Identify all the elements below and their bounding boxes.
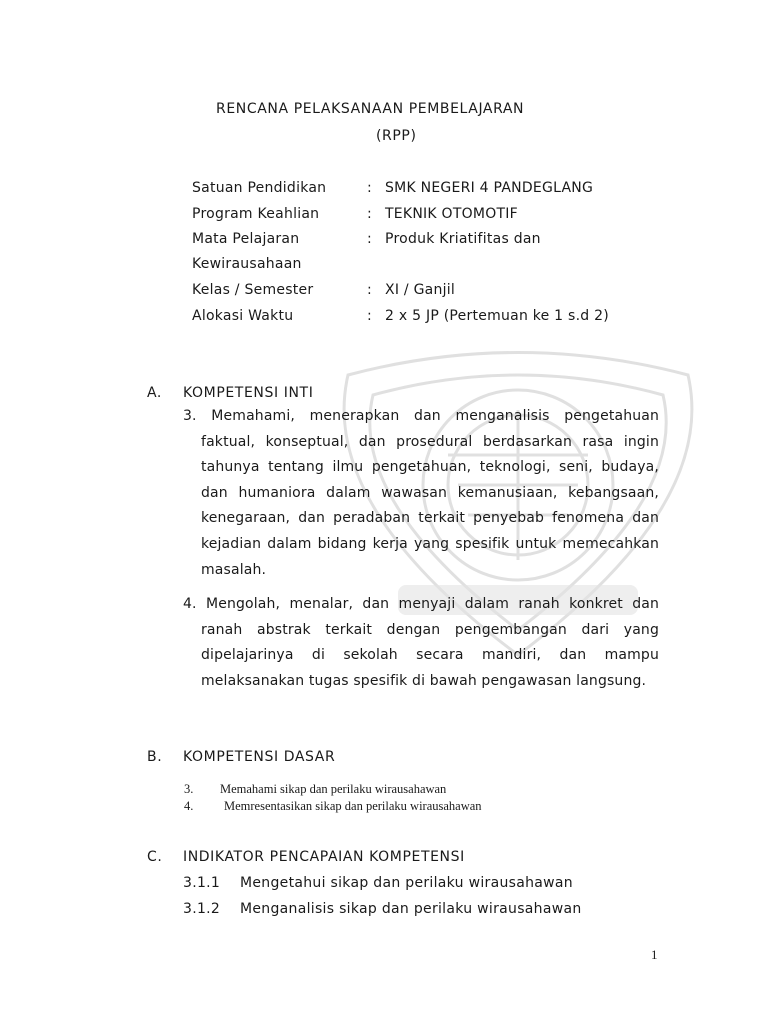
identity-label: Alokasi Waktu bbox=[192, 308, 294, 324]
section-title: KOMPETENSI DASAR bbox=[183, 749, 336, 765]
identity-label: Satuan Pendidikan bbox=[192, 180, 327, 196]
competency-text: 4. Mengolah, menalar, dan menyaji dalam ranah konkret dan ranah abstrak terkait dengan pengembangan dari yang dipelajarinya di sekolah secara mandiri, dan mampu melaksanakan tugas spesifik di bawah pengawasan langsung. bbox=[183, 596, 659, 689]
indicator-number: 3.1.1 bbox=[183, 875, 221, 891]
section-letter: A. bbox=[147, 385, 162, 401]
identity-colon: : bbox=[367, 282, 372, 298]
identity-value: Produk Kriatifitas dan bbox=[385, 231, 541, 247]
indicator-text: Menganalisis sikap dan perilaku wirausahawan bbox=[240, 901, 582, 917]
item-number: 4. bbox=[184, 799, 194, 813]
identity-colon: : bbox=[367, 308, 372, 324]
identity-label: Kelas / Semester bbox=[192, 282, 314, 298]
section-title: INDIKATOR PENCAPAIAN KOMPETENSI bbox=[183, 849, 465, 865]
document-subtitle: (RPP) bbox=[376, 128, 417, 144]
identity-label: Mata Pelajaran bbox=[192, 231, 300, 247]
identity-value: TEKNIK OTOMOTIF bbox=[385, 206, 518, 222]
section-letter: C. bbox=[147, 849, 163, 865]
section-title: KOMPETENSI INTI bbox=[183, 385, 314, 401]
identity-colon: : bbox=[367, 180, 372, 196]
competency-item-4 bbox=[183, 592, 659, 694]
document-title: RENCANA PELAKSANAAN PEMBELAJARAN bbox=[216, 101, 525, 117]
item-number: 3. bbox=[184, 782, 194, 796]
identity-colon: : bbox=[367, 206, 372, 222]
competency-text: 3. Memahami, menerapkan dan menganalisis pengetahuan faktual, konseptual, dan prosedural berdasarkan rasa ingin tahunya tentang ilmu pengetahuan, teknologi, seni, budaya, dan humaniora dalam wawasan kemanusiaan, kebangsaan, kenegaraan, dan peradaban terkait penyebab fenomena dan kejadian dalam bidang kerja yang spesifik untuk memecahkan masalah. bbox=[183, 408, 659, 578]
identity-label: Kewirausahaan bbox=[192, 256, 302, 272]
competency-item-3 bbox=[183, 404, 659, 583]
identity-value: 2 x 5 JP (Pertemuan ke 1 s.d 2) bbox=[385, 308, 609, 324]
item-text: Memahami sikap dan perilaku wirausahawan bbox=[220, 782, 447, 796]
identity-label: Program Keahlian bbox=[192, 206, 320, 222]
identity-value: SMK NEGERI 4 PANDEGLANG bbox=[385, 180, 594, 196]
identity-value: XI / Ganjil bbox=[385, 282, 456, 298]
page-number: 1 bbox=[651, 947, 658, 962]
indicator-text: Mengetahui sikap dan perilaku wirausahawan bbox=[240, 875, 573, 891]
section-letter: B. bbox=[147, 749, 163, 765]
item-text: Memresentasikan sikap dan perilaku wirausahawan bbox=[224, 799, 482, 813]
indicator-number: 3.1.2 bbox=[183, 901, 221, 917]
identity-colon: : bbox=[367, 231, 372, 247]
